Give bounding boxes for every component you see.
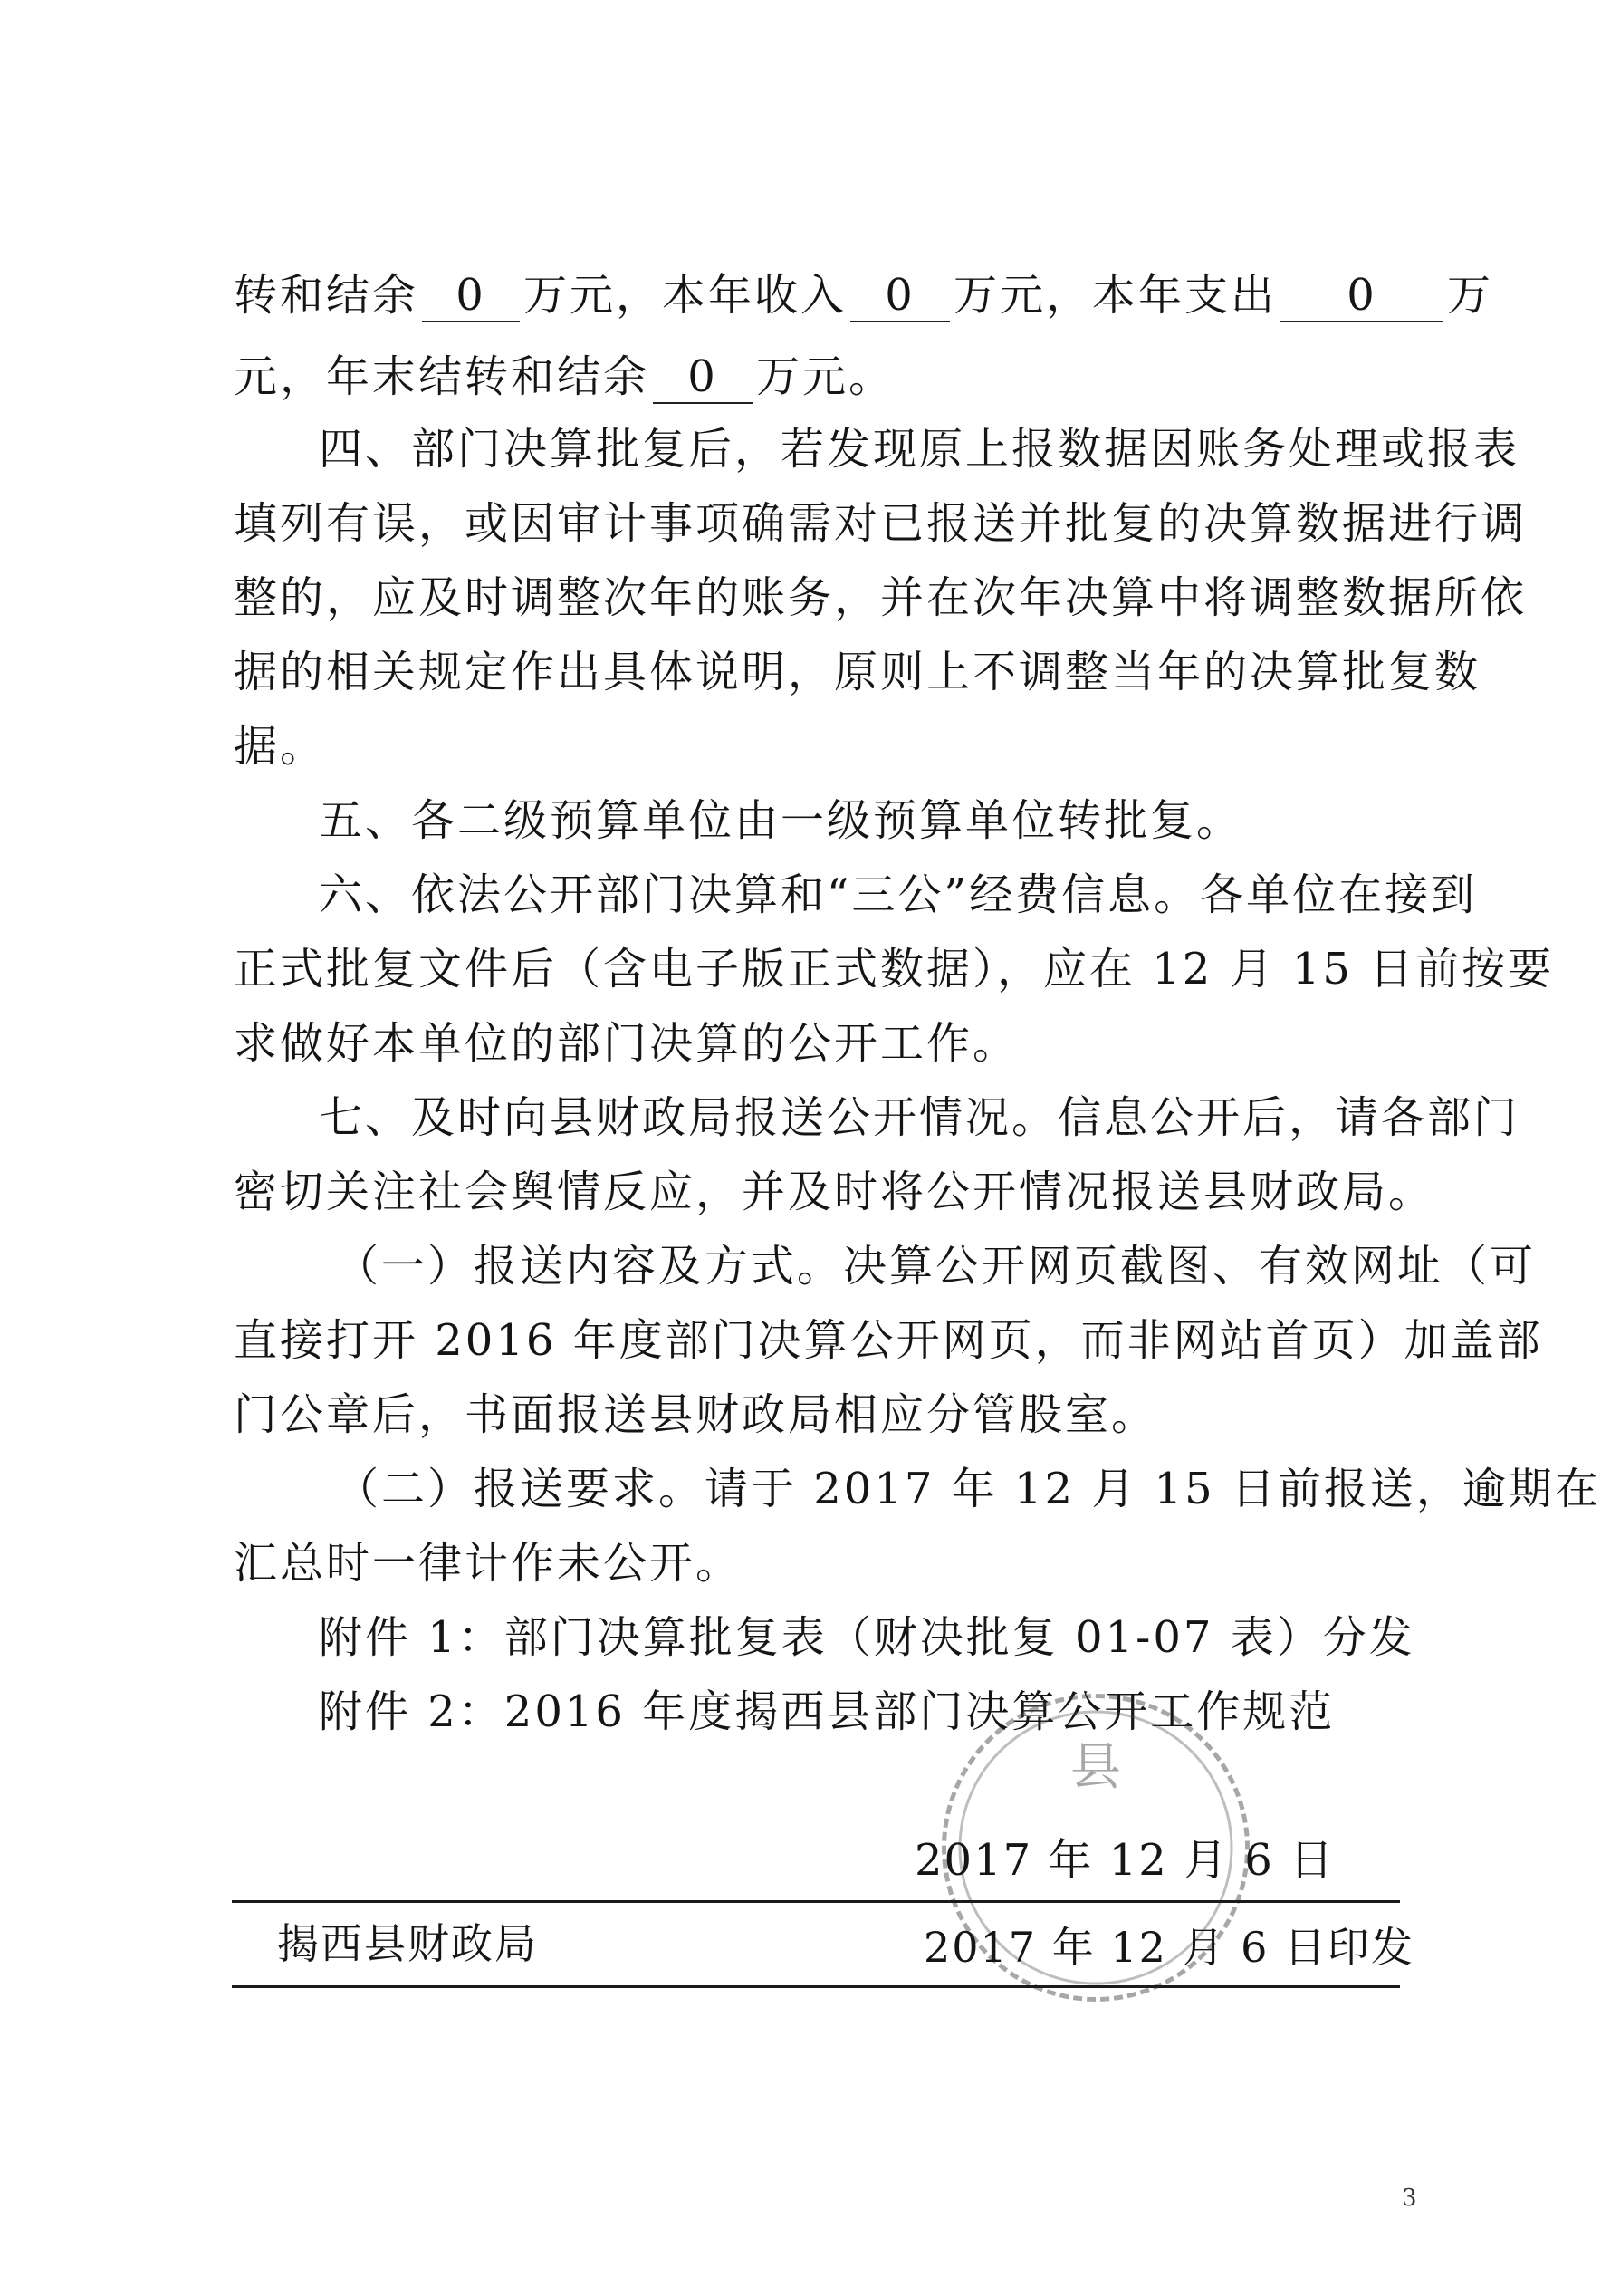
text: 万元。 <box>756 351 896 402</box>
paragraph-7-line-1: 七、及时向县财政局报送公开情况。信息公开后，请各部门 <box>319 1092 1520 1143</box>
paragraph-4-line-2: 填列有误，或因审计事项确需对已报送并批复的决算数据进行调 <box>234 498 1528 549</box>
item-2-line-1: （二）报送要求。请于 2017 年 12 月 15 日前报送，逾期在 <box>335 1464 1601 1514</box>
attachment-2: 附件 2：2016 年度揭西县部门决算公开工作规范 <box>319 1686 1336 1737</box>
footer-rule-bottom <box>232 1985 1400 1988</box>
item-1-line-1: （一）报送内容及方式。决算公开网页截图、有效网址（可 <box>335 1241 1537 1292</box>
amount-income: 0 <box>850 270 950 322</box>
footer-issuer: 揭西县财政局 <box>277 1919 538 1968</box>
amount-year-end: 0 <box>653 351 753 404</box>
paragraph-4-line-3: 整的，应及时调整次年的账务，并在次年决算中将调整数据所依 <box>234 572 1528 623</box>
attachment-1: 附件 1：部门决算批复表（财决批复 01-07 表）分发 <box>319 1612 1415 1663</box>
paragraph-6-line-1: 六、依法公开部门决算和“三公”经费信息。各单位在接到 <box>319 869 1478 920</box>
text: 元，年末结转和结余 <box>234 351 650 402</box>
text: 万元，本年支出 <box>954 270 1278 321</box>
amount-expense: 0 <box>1280 270 1443 322</box>
body-line-1 <box>234 263 1493 328</box>
signature-date: 2017 年 12 月 6 日 <box>915 1835 1336 1886</box>
paragraph-4-line-4: 据的相关规定作出具体说明，原则上不调整当年的决算批复数 <box>234 647 1481 697</box>
text: 万元，本年收入 <box>523 270 848 321</box>
paragraph-6-line-2: 正式批复文件后（含电子版正式数据），应在 12 月 15 日前按要 <box>234 944 1555 994</box>
page-number: 3 <box>1402 2185 1417 2212</box>
text: 万 <box>1447 270 1494 321</box>
paragraph-4-line-1: 四、部门决算批复后，若发现原上报数据因账务处理或报表 <box>319 424 1520 475</box>
amount-carryover: 0 <box>422 270 520 322</box>
footer-rule-top <box>232 1900 1400 1903</box>
item-2-line-2: 汇总时一律计作未公开。 <box>234 1538 743 1589</box>
item-1-line-3: 门公章后，书面报送县财政局相应分管股室。 <box>234 1389 1158 1440</box>
item-1-line-2: 直接打开 2016 年度部门决算公开网页，而非网站首页）加盖部 <box>234 1315 1543 1366</box>
paragraph-6-line-3: 求做好本单位的部门决算的公开工作。 <box>234 1018 1020 1069</box>
seal-text: 县 <box>1070 1738 1121 1797</box>
footer-issued-date: 2017 年 12 月 6 日印发 <box>924 1923 1414 1972</box>
text: 转和结余 <box>234 270 419 321</box>
paragraph-5: 五、各二级预算单位由一级预算单位转批复。 <box>319 795 1243 846</box>
paragraph-4-line-5: 据。 <box>234 721 327 772</box>
body-line-2 <box>234 344 895 409</box>
paragraph-7-line-2: 密切关注社会舆情反应，并及时将公开情况报送县财政局。 <box>234 1167 1435 1217</box>
